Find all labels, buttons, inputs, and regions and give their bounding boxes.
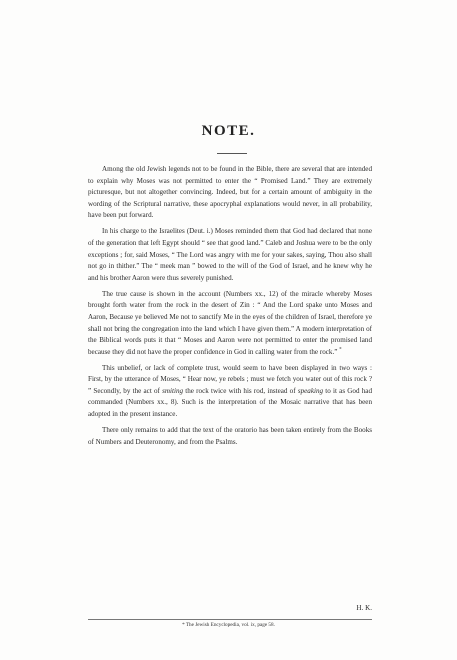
text-run: to it as God had commanded (Numbers xx., 8). Such is the interpretation of the Mosaic narrative that has been adopted in the present instance. [88, 386, 372, 419]
title-divider [217, 153, 247, 154]
paragraph [88, 425, 372, 448]
text-run: In his charge to the Israelites (Deut. i.) Moses reminded them that God had declared that none of the generation that left Egypt should “ see that good land.” Caleb and Joshua were to be the only exceptions ; for, said Moses, “ The Lord was angry with me for your sakes, saying, Thou also shall not go in thither.” The “ meek man ” bowed to the will of the God of Israel, and he knew why he and his brother Aaron were thus severely punished. [88, 227, 372, 282]
body-text [88, 164, 372, 453]
text-run: the rock twice with his rod, instead of [183, 386, 298, 395]
emphasized-text: speaking [297, 386, 324, 395]
paragraph [88, 164, 372, 222]
paragraph [88, 363, 372, 421]
text-run: This unbelief, or lack of complete trust, would seem to have been displayed in two ways : First, by the utterance of Moses, “ Hear now, ye rebels ; must we fetch you water out of this rock ? ” Secondly, by the act of [88, 363, 372, 395]
emphasized-text: smiting [162, 386, 184, 395]
text-run: Among the old Jewish legends not to be found in the Bible, there are several that are intended to explain why Moses was not permitted to enter the “ Promised Land.” They are extremely picturesque, but not altogether convincing. Indeed, but for a certain amount of ambiguity in the wording of the Scriptural narrative, these apocryphal explanations would never, in all probability, have been put forward. [88, 165, 372, 220]
paragraph [88, 289, 372, 359]
text-run: The true cause is shown in the account (Numbers xx., 12) of the miracle whereby Moses brought forth water from the rock in the desert of Zin : “ And the Lord spake unto Moses and Aaron, Because ye believed Me not to sanctify Me in the eyes of the children of Israel, therefore ye shall not bring the congregation into the land which I have given them.” A modern interpretation of the Biblical words puts it that “ Moses and Aaron were not permitted to enter the promised land because they did not have the proper confidence in God in calling water from the rock.” [88, 289, 372, 356]
footnote-reference: * [339, 347, 342, 353]
paragraph [88, 226, 372, 284]
text-run: There only remains to add that the text of the oratorio has been taken entirely from the Books of Numbers and Deuteronomy, and from the Psalms. [88, 426, 372, 446]
footnote: * The Jewish Encyclopedia, vol. ix, page 58. [182, 622, 275, 628]
author-signature: H. K. [356, 604, 372, 612]
footnote-divider [88, 619, 372, 620]
page-title: NOTE. [201, 123, 256, 139]
